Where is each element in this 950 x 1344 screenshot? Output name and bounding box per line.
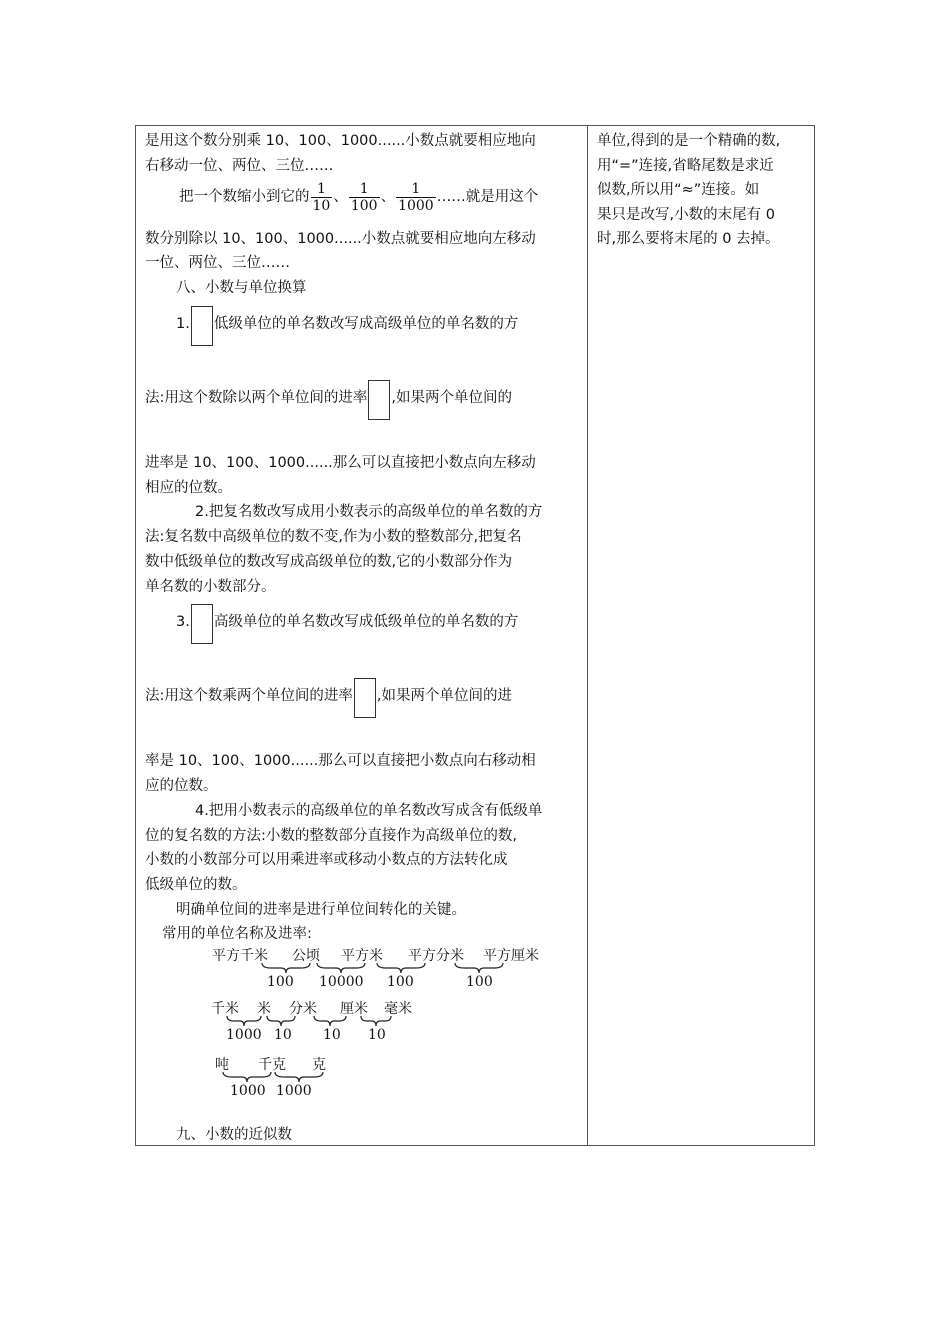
blank-box[interactable] xyxy=(368,380,390,420)
rate-label: 100 xyxy=(466,974,493,990)
rate-brace xyxy=(454,962,504,974)
rate-label: 10 xyxy=(323,1027,341,1043)
right-line-3: 似数,所以用“≈”连接。如 xyxy=(597,182,760,198)
fraction-1-10 xyxy=(311,181,333,214)
unit-label: 分米 xyxy=(289,1001,317,1017)
separator: 、 xyxy=(380,189,396,205)
item-3-text: 高级单位的单名数改写成低级单位的单名数的方 xyxy=(213,614,519,630)
unit-label: 平方厘米 xyxy=(483,948,539,964)
rate-brace xyxy=(266,1015,296,1027)
right-line-5: 时,那么要将末尾的 0 去掉。 xyxy=(597,231,780,247)
unit-label: 米 xyxy=(257,1001,271,1017)
blank-box[interactable] xyxy=(191,306,213,346)
fraction-denominator: 100 xyxy=(350,197,378,214)
item-3-line-2 xyxy=(145,674,512,718)
unit-label: 平方米 xyxy=(341,948,383,964)
unit-label: 吨 xyxy=(215,1057,229,1073)
rate-label: 100 xyxy=(387,974,414,990)
rate-label: 1000 xyxy=(226,1027,262,1043)
item-1-line-3: 进率是 10、100、1000......那么可以直接把小数点向左移动 xyxy=(145,455,536,471)
left-line-1: 是用这个数分别乘 10、100、1000......小数点就要相应地向 xyxy=(145,133,536,149)
rate-brace xyxy=(222,1071,272,1083)
blank-box[interactable] xyxy=(191,604,213,644)
fraction-line xyxy=(179,179,538,215)
item-1-line-4: 相应的位数。 xyxy=(145,480,232,496)
item-1-line-1 xyxy=(176,302,518,346)
rate-brace xyxy=(313,1015,347,1027)
fraction-numerator: 1 xyxy=(311,181,333,198)
rate-label: 10 xyxy=(368,1027,386,1043)
item-3-line-3: 率是 10、100、1000......那么可以直接把小数点向右移动相 xyxy=(145,753,536,769)
item-2-line-4: 单名数的小数部分。 xyxy=(145,579,276,595)
rate-brace xyxy=(360,1015,392,1027)
item-3-number: 3. xyxy=(176,614,190,630)
rate-brace xyxy=(376,962,426,974)
fraction-denominator: 10 xyxy=(312,197,331,214)
item-3-line-1 xyxy=(176,600,518,644)
item-3-line-4: 应的位数。 xyxy=(145,778,218,794)
item-1-line-2 xyxy=(145,376,512,420)
left-line-2: 右移动一位、两位、三位…… xyxy=(145,158,334,174)
fraction-denominator: 1000 xyxy=(398,197,434,214)
rate-label: 1000 xyxy=(276,1083,312,1099)
rate-label: 10000 xyxy=(319,974,364,990)
rate-brace xyxy=(274,1071,324,1083)
right-line-4: 果只是改写,小数的末尾有 0 xyxy=(597,207,775,223)
item-3-text-b: ,如果两个单位间的进 xyxy=(376,688,512,704)
item-1-text-b: ,如果两个单位间的 xyxy=(391,390,512,406)
item-1-number: 1. xyxy=(176,316,190,332)
item-2-line-3: 数中低级单位的数改写成高级单位的数,它的小数部分作为 xyxy=(145,554,513,570)
item-3-text-a: 法:用这个数乘两个单位间的进率 xyxy=(145,688,353,704)
right-line-1: 单位,得到的是一个精确的数, xyxy=(597,133,781,149)
item-2-line-1: 2.把复名数改写成用小数表示的高级单位的单名数的方 xyxy=(195,504,543,520)
fraction-outro: ……就是用这个 xyxy=(436,189,539,205)
rate-label: 100 xyxy=(267,974,294,990)
section-9-heading: 九、小数的近似数 xyxy=(176,1127,292,1143)
left-line-4: 数分别除以 10、100、1000......小数点就要相应地向左移动 xyxy=(145,231,536,247)
unit-label: 公顷 xyxy=(292,948,320,964)
item-1-text-a: 法:用这个数除以两个单位间的进率 xyxy=(145,390,368,406)
separator: 、 xyxy=(333,189,348,205)
key-sentence: 明确单位间的进率是进行单位间转化的关键。 xyxy=(176,902,466,918)
fraction-intro: 把一个数缩小到它的 xyxy=(179,189,310,205)
item-4-line-4: 低级单位的数。 xyxy=(145,877,247,893)
item-4-line-2: 位的复名数的方法:小数的整数部分直接作为高级单位的数, xyxy=(145,828,517,844)
section-8-heading: 八、小数与单位换算 xyxy=(176,280,307,296)
right-line-2: 用“=”连接,省略尾数是求近 xyxy=(597,158,774,174)
unit-label: 千米 xyxy=(211,1001,239,1017)
unit-label: 克 xyxy=(312,1057,326,1073)
rate-brace xyxy=(226,1015,262,1027)
item-1-text: 低级单位的单名数改写成高级单位的单名数的方 xyxy=(213,316,519,332)
common-units-heading: 常用的单位名称及进率: xyxy=(162,926,312,942)
unit-label: 千克 xyxy=(258,1057,286,1073)
fraction-numerator: 1 xyxy=(396,181,436,198)
rate-label: 1000 xyxy=(230,1083,266,1099)
rate-label: 10 xyxy=(274,1027,292,1043)
column-divider xyxy=(587,126,588,1145)
fraction-1-100 xyxy=(349,181,380,214)
rate-brace xyxy=(261,962,311,974)
content-table xyxy=(135,125,815,1146)
fraction-1-1000 xyxy=(396,181,436,214)
item-4-line-1: 4.把用小数表示的高级单位的单名数改写成含有低级单 xyxy=(195,803,543,819)
unit-label: 厘米 xyxy=(340,1001,368,1017)
unit-label: 平方千米 xyxy=(212,948,268,964)
left-line-5: 一位、两位、三位…… xyxy=(145,255,290,271)
rate-brace xyxy=(316,962,366,974)
item-4-line-3: 小数的小数部分可以用乘进率或移动小数点的方法转化成 xyxy=(145,852,508,868)
unit-label: 毫米 xyxy=(384,1001,412,1017)
item-2-line-2: 法:复名数中高级单位的数不变,作为小数的整数部分,把复名 xyxy=(145,529,522,545)
blank-box[interactable] xyxy=(354,678,376,718)
fraction-numerator: 1 xyxy=(349,181,380,198)
unit-label: 平方分米 xyxy=(408,948,464,964)
